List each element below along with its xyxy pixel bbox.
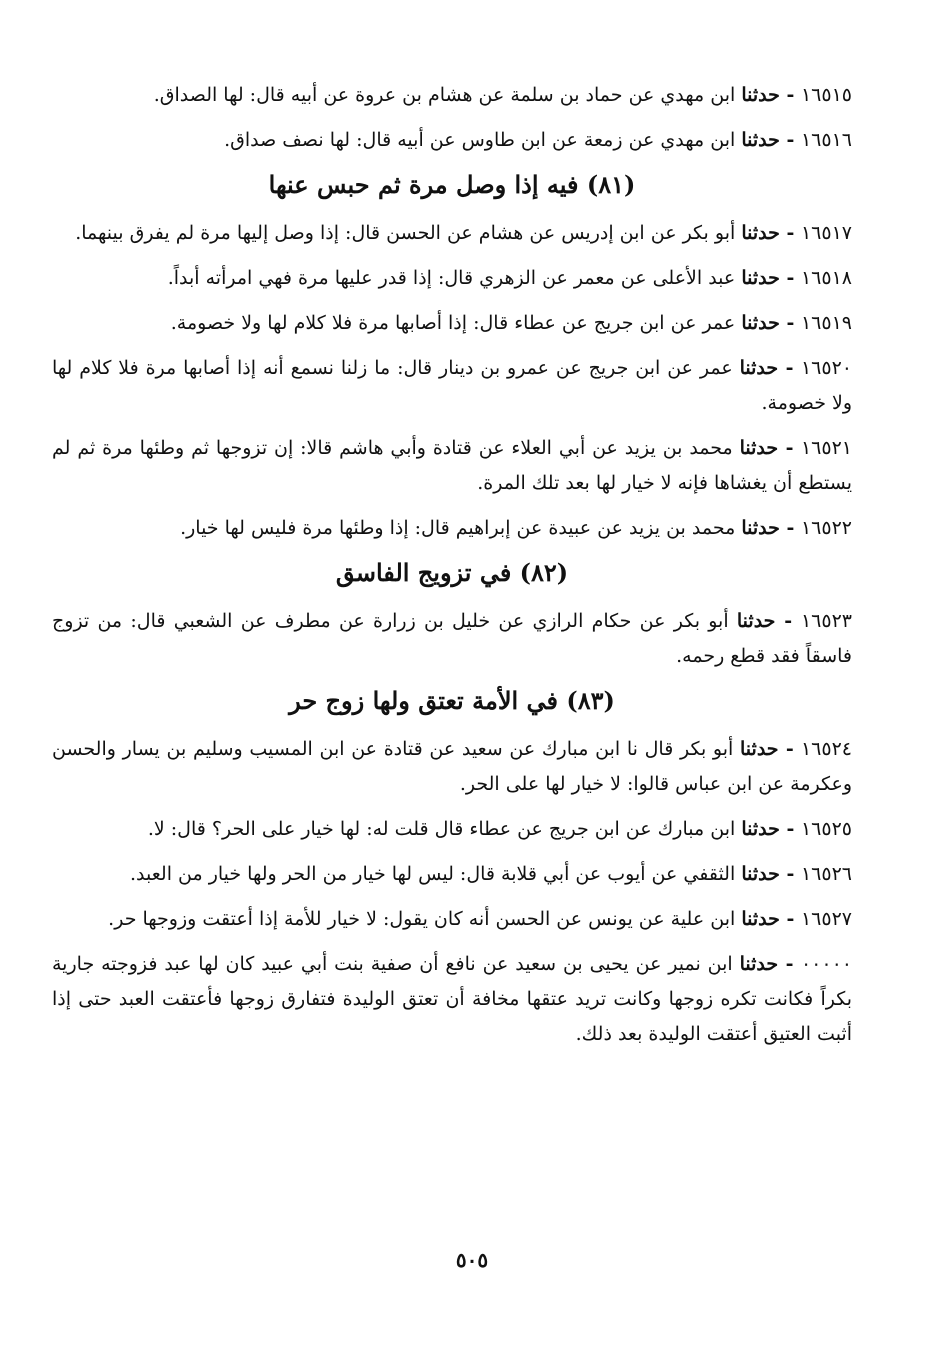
separator-dash: -: [779, 84, 801, 106]
hadith-entry: [52, 123, 852, 158]
hadith-text: أبو بكر قال نا ابن مبارك عن سعيد عن قتادة عن ابن المسيب وسليم بن يسار والحسن وعكرمة عن ابن عباس قالوا: لا خيار لها على الحر.: [52, 738, 852, 795]
hadith-number: ١٦٥٢١: [800, 437, 852, 459]
hadith-entry: [52, 604, 852, 674]
hadith-number: ١٦٥٢٠: [800, 357, 852, 379]
separator-dash: -: [779, 312, 801, 334]
hadith-lead-word: حدثنا: [741, 517, 780, 539]
hadith-entry: [52, 947, 852, 1052]
hadith-number: ١٦٥٢٧: [800, 908, 852, 930]
hadith-lead-word: حدثنا: [741, 312, 780, 334]
hadith-entry: [52, 511, 852, 546]
hadith-number: ١٦٥٢٣: [800, 610, 852, 632]
section-heading: (٨١) فيه إذا وصل مرة ثم حبس عنها: [268, 170, 636, 199]
hadith-number: ١٦٥١٩: [800, 312, 852, 334]
hadith-number: ١٦٥١٧: [800, 222, 852, 244]
hadith-text: ابن مهدي عن زمعة عن ابن طاوس عن أبيه قال: لها نصف صداق.: [224, 129, 736, 151]
separator-dash: -: [778, 357, 801, 379]
separator-dash: -: [779, 267, 801, 289]
hadith-lead-word: حدثنا: [741, 818, 780, 840]
hadith-lead-word: حدثنا: [739, 437, 779, 459]
hadith-entry: [52, 306, 852, 341]
hadith-number: ١٦٥٢٥: [800, 818, 852, 840]
separator-dash: -: [778, 953, 801, 975]
page-number: ٥٠٥: [455, 1248, 489, 1272]
hadith-entry: [52, 78, 852, 113]
hadith-entry: [52, 431, 852, 501]
hadith-number: ١٦٥٢٤: [800, 738, 852, 760]
hadith-entry: [52, 857, 852, 892]
hadith-text: ابن مهدي عن حماد بن سلمة عن هشام بن عروة عن أبيه قال: لها الصداق.: [153, 84, 736, 106]
hadith-number: ١٦٥١٨: [800, 267, 852, 289]
hadith-lead-word: حدثنا: [741, 863, 780, 885]
hadith-entry: [52, 812, 852, 847]
hadith-number: ٠٠٠٠٠: [800, 953, 852, 975]
section-heading: (٨٢) في تزويج الفاسق: [335, 558, 569, 587]
hadith-text: أبو بكر عن حكام الرازي عن خليل بن زرارة عن مطرف عن الشعبي قال: من تزوج فاسقاً فقد قطع رحمه.: [52, 610, 852, 667]
separator-dash: -: [778, 738, 801, 760]
hadith-lead-word: حدثنا: [739, 953, 779, 975]
separator-dash: -: [779, 863, 801, 885]
hadith-entry: [52, 261, 852, 296]
hadith-text: محمد بن يزيد عن أبي العلاء عن قتادة وأبي هاشم قالا: إن تزوجها ثم وطئها مرة ثم لم يستطع أن يغشاها فإنه لا خيار لها بعد تلك المرة.: [52, 437, 852, 494]
hadith-entry: [52, 351, 852, 421]
separator-dash: -: [779, 222, 801, 244]
separator-dash: -: [779, 818, 801, 840]
hadith-entry: [52, 216, 852, 251]
hadith-text: أبو بكر عن ابن إدريس عن هشام عن الحسن قال: إذا وصل إليها مرة لم يفرق بينهما.: [75, 222, 736, 244]
hadith-number: ١٦٥٢٦: [800, 863, 852, 885]
section-heading: (٨٣) في الأمة تعتق ولها زوج حر: [289, 686, 615, 715]
hadith-lead-word: حدثنا: [740, 738, 779, 760]
hadith-lead-word: حدثنا: [741, 267, 780, 289]
hadith-lead-word: حدثنا: [741, 84, 780, 106]
hadith-lead-word: حدثنا: [741, 908, 780, 930]
hadith-text: الثقفي عن أيوب عن أبي قلابة قال: ليس لها خيار من الحر ولها خيار من العبد.: [130, 863, 736, 885]
hadith-text: ابن علية عن يونس عن الحسن أنه كان يقول: لا خيار للأمة إذا أعتقت وزوجها حر.: [108, 908, 736, 930]
hadith-number: ١٦٥١٥: [800, 84, 852, 106]
page-body: [52, 78, 852, 1062]
separator-dash: -: [779, 908, 801, 930]
hadith-text: عمر عن ابن جريج عن عمرو بن دينار قال: ما زلنا نسمع أنه إذا أصابها مرة فلا كلام لها ولا خصومة.: [52, 357, 852, 414]
hadith-entry: [52, 732, 852, 802]
hadith-entry: [52, 902, 852, 937]
hadith-text: عبد الأعلى عن معمر عن الزهري قال: إذا قدر عليها مرة فهي امرأته أبداً.: [167, 267, 736, 289]
hadith-number: ١٦٥١٦: [800, 129, 852, 151]
separator-dash: -: [779, 129, 801, 151]
hadith-lead-word: حدثنا: [741, 222, 780, 244]
hadith-lead-word: حدثنا: [736, 610, 776, 632]
hadith-lead-word: حدثنا: [741, 129, 780, 151]
hadith-text: عمر عن ابن جريج عن عطاء قال: إذا أصابها مرة فلا كلام لها ولا خصومة.: [170, 312, 736, 334]
separator-dash: -: [778, 437, 801, 459]
hadith-text: محمد بن يزيد عن عبيدة عن إبراهيم قال: إذا وطئها مرة فليس لها خيار.: [180, 517, 736, 539]
hadith-lead-word: حدثنا: [739, 357, 779, 379]
separator-dash: -: [779, 517, 801, 539]
hadith-text: ابن مبارك عن ابن جريج عن عطاء قال قلت له: لها خيار على الحر؟ قال: لا.: [147, 818, 736, 840]
hadith-text: ابن نمير عن يحيى بن سعيد عن نافع أن صفية بنت أبي عبيد كان لها عبد فزوجته جارية بكراً فكانت تكره زوجها وكانت تريد عتقها مخافة أن تعتق الوليدة فتفارق زوجها فأعتقت العبد حتى إذا أثبت العتيق أعتقت الوليدة بعد ذلك.: [52, 953, 852, 1045]
hadith-number: ١٦٥٢٢: [800, 517, 852, 539]
separator-dash: -: [775, 610, 801, 632]
